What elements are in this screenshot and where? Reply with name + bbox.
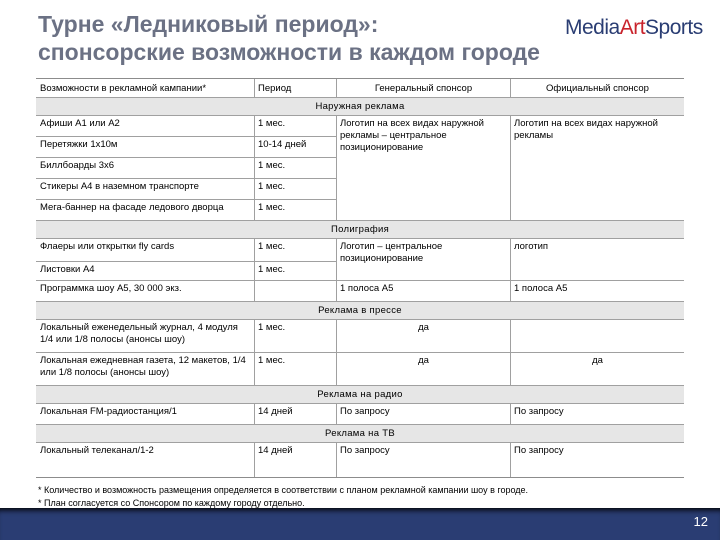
footer-bar bbox=[0, 508, 720, 540]
table-row bbox=[36, 137, 336, 158]
media-art-sports-logo bbox=[565, 16, 703, 40]
table-row bbox=[36, 200, 336, 220]
row-name: Биллбоарды 3х6 bbox=[40, 160, 115, 171]
outdoor-official-sponsor: Логотип на всех видах наружной рекламы bbox=[510, 116, 684, 220]
logo-part-art: Art bbox=[619, 16, 646, 39]
row-name: Локальный еженедельный журнал, 4 модуля 1/4 или 1/8 полосы (анонсы шоу) bbox=[40, 322, 238, 345]
section-print: Полиграфия bbox=[36, 221, 684, 239]
footnotes bbox=[38, 484, 528, 510]
row-name: Афиши А1 или А2 bbox=[40, 118, 120, 129]
slide-title-line-1: Турне «Ледниковый период»: bbox=[38, 11, 379, 37]
row-period: 1 мес. bbox=[254, 239, 336, 261]
row-name: Листовки А4 bbox=[40, 264, 95, 275]
row-general: да bbox=[336, 353, 510, 385]
row-general: 1 полоса А5 bbox=[336, 281, 510, 301]
row-name: Локальная FM-радиостанция/1 bbox=[40, 406, 177, 417]
row-general: По запросу bbox=[336, 443, 510, 477]
slide-title bbox=[38, 10, 578, 66]
row-official: По запросу bbox=[510, 443, 684, 477]
row-name: Стикеры А4 в наземном транспорте bbox=[40, 181, 199, 192]
table-row bbox=[36, 443, 684, 477]
table-header-row bbox=[36, 79, 684, 98]
print-official-sponsor: логотип bbox=[510, 239, 684, 280]
logo-part-media: Media bbox=[565, 16, 620, 39]
row-period: 1 мес. bbox=[254, 262, 336, 280]
row-name: Флаеры или открытки fly cards bbox=[40, 241, 175, 252]
slide-title-line-2: спонсорские возможности в каждом городе bbox=[38, 39, 540, 65]
row-period: 10-14 дней bbox=[254, 137, 336, 157]
row-name: Программка шоу А5, 30 000 экз. bbox=[40, 283, 182, 294]
row-official: да bbox=[510, 353, 684, 385]
row-period: 14 дней bbox=[254, 443, 336, 477]
table-row bbox=[36, 116, 336, 137]
row-name: Локальный телеканал/1-2 bbox=[40, 445, 154, 456]
logo-part-sports: Sports bbox=[645, 16, 703, 39]
outdoor-group bbox=[36, 116, 684, 221]
outdoor-general-sponsor: Логотип на всех видах наружной рекламы – центральное позиционирование bbox=[336, 116, 510, 220]
section-radio: Реклама на радио bbox=[36, 386, 684, 404]
page-number: 12 bbox=[693, 514, 708, 529]
header-opportunities: Возможности в рекламной кампании* bbox=[40, 83, 207, 94]
row-period: 1 мес. bbox=[254, 200, 336, 220]
print-general-sponsor: Логотип – центральное позиционирование bbox=[336, 239, 510, 280]
table-row bbox=[36, 239, 336, 262]
table-row bbox=[36, 404, 684, 425]
row-name: Перетяжки 1х10м bbox=[40, 139, 118, 150]
row-period: 1 мес. bbox=[254, 116, 336, 136]
header-general-sponsor: Генеральный спонсор bbox=[336, 79, 510, 97]
section-tv: Реклама на ТВ bbox=[36, 425, 684, 443]
row-period: 1 мес. bbox=[254, 179, 336, 199]
footnote-2: * План согласуется со Спонсором по каждому городу отдельно. bbox=[38, 498, 305, 508]
row-period: 14 дней bbox=[254, 404, 336, 424]
row-period: 1 мес. bbox=[254, 158, 336, 178]
table-row bbox=[36, 262, 336, 280]
row-general: По запросу bbox=[336, 404, 510, 424]
table-row bbox=[36, 320, 684, 353]
table-row-program bbox=[36, 281, 684, 302]
table-row bbox=[36, 353, 684, 386]
row-name: Мега-баннер на фасаде ледового дворца bbox=[40, 202, 224, 213]
row-period: 1 мес. bbox=[254, 353, 336, 385]
row-official: По запросу bbox=[510, 404, 684, 424]
footnote-1: * Количество и возможность размещения определяется в соответствии с планом рекламной кампании шоу в городе. bbox=[38, 485, 529, 495]
row-official bbox=[510, 320, 684, 352]
outdoor-rows bbox=[36, 116, 336, 220]
header-official-sponsor: Официальный спонсор bbox=[510, 79, 684, 97]
header-period: Период bbox=[254, 79, 336, 97]
section-outdoor: Наружная реклама bbox=[36, 98, 684, 116]
sponsorship-table bbox=[36, 78, 684, 478]
row-general: да bbox=[336, 320, 510, 352]
print-rows bbox=[36, 239, 336, 280]
row-name: Локальная ежедневная газета, 12 макетов, 1/4 или 1/8 полосы (анонсы шоу) bbox=[40, 355, 246, 378]
section-press: Реклама в прессе bbox=[36, 302, 684, 320]
row-official: 1 полоса А5 bbox=[510, 281, 684, 301]
table-row bbox=[36, 179, 336, 200]
row-period bbox=[254, 281, 336, 301]
print-group bbox=[36, 239, 684, 281]
row-period: 1 мес. bbox=[254, 320, 336, 352]
table-row bbox=[36, 158, 336, 179]
